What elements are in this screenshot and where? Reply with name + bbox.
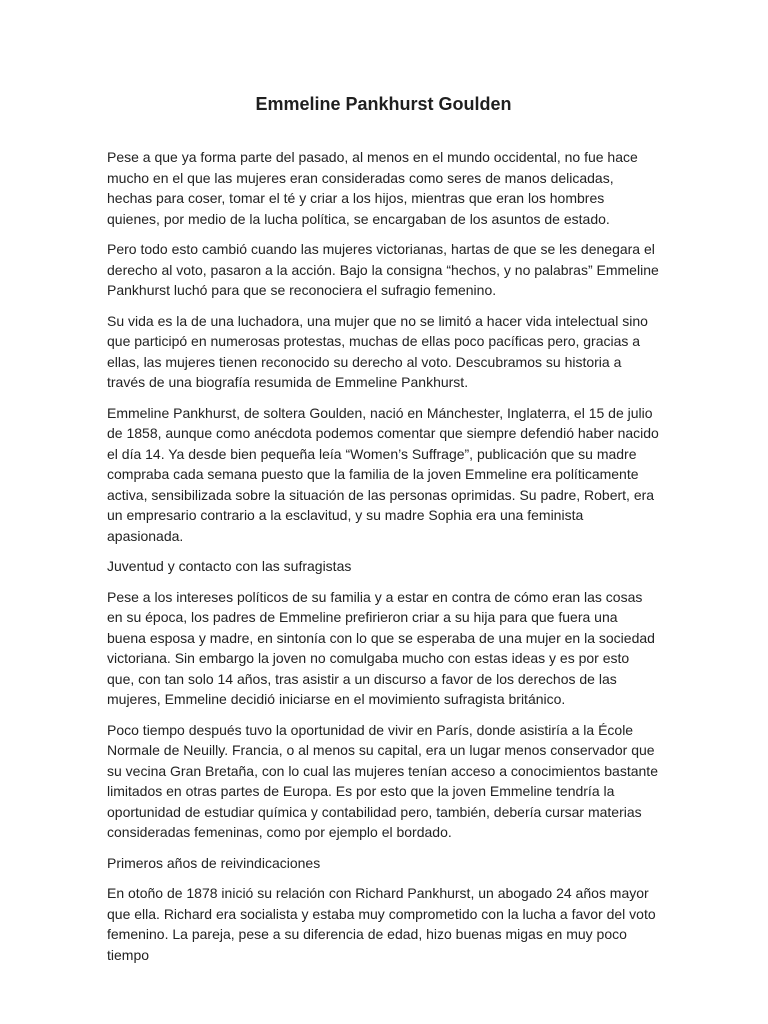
paragraph-change: Pero todo esto cambió cuando las mujeres victorianas, hartas de que se les denegara el derecho al voto, pasaron a la acción. Bajo la consigna “hechos, y no palabras” Emmeline Pankhurst luchó para que se reconociera el sufragio femenino. xyxy=(107,241,659,298)
paragraph-youth: Pese a los intereses políticos de su familia y a estar en contra de cómo eran las cosas en su época, los padres de Emmeline prefirieron criar a su hija para que fuera una buena esposa y madre, en sintonía con lo que se esperaba de una mujer en la sociedad victoriana. Sin embargo la joven no comulgaba mucho con estas ideas y es por esto que, con tan solo 14 años, tras asistir a un discurso a favor de los derechos de las mujeres, Emmeline decidió iniciarse en el movimiento sufragista británico. xyxy=(107,588,655,707)
section-heading-early-years: Primeros años de reivindicaciones xyxy=(107,854,321,871)
section-heading-youth: Juventud y contacto con las sufragistas xyxy=(107,558,352,574)
paragraph-birth: Emmeline Pankhurst, de soltera Goulden, nació en Mánchester, Inglaterra, el 15 de julio de 1858, aunque como anécdota podemos comentar que siempre defendió haber nacido el día 14. Ya desde bien pequeña leía “Women’s Suffrage”, publicación que su madre compraba cada semana puesto que la familia de la joven Emmeline era políticamente activa, sensibilizada sobre la situación de las personas oprimidas. Su padre, Robert, era un empresario contrario a la esclavitud, y su madre Sophia era una feminista apasionada. xyxy=(107,404,659,544)
paragraph-intro: Pese a que ya forma parte del pasado, al menos en el mundo occidental, no fue hace mucho en el que las mujeres eran consideradas como seres de manos delicadas, hechas para coser, tomar el té y criar a los hijos, mientras que eran los hombres quienes, por medio de la lucha política, se encargaban de los asuntos de estado. xyxy=(107,149,638,227)
document-body xyxy=(107,147,660,965)
paragraph-richard: En otoño de 1878 inició su relación con Richard Pankhurst, un abogado 24 años mayor que ella. Richard era socialista y estaba muy comprometido con la lucha a favor del voto femenino. La pareja, pese a su diferencia de edad, hizo buenas migas en muy poco tiempo xyxy=(107,885,656,963)
paragraph-paris: Poco tiempo después tuvo la oportunidad de vivir en París, donde asistiría a la École Normale de Neuilly. Francia, o al menos su capital, era un lugar menos conservador que su vecina Gran Bretaña, con lo cual las mujeres tenían acceso a conocimientos bastante limitados en otras partes de Europa. Es por esto que la joven Emmeline tendría la oportunidad de estudiar química y contabilidad pero, también, debería cursar materias consideradas femeninas, como por ejemplo el bordado. xyxy=(107,721,658,840)
document-title: Emmeline Pankhurst Goulden xyxy=(255,94,512,114)
paragraph-fighter: Su vida es la de una luchadora, una mujer que no se limitó a hacer vida intelectual sino que participó en numerosas protestas, muchas de ellas poco pacíficas pero, gracias a ellas, las mujeres tienen reconocido su derecho al voto. Descubramos su historia a través de una biografía resumida de Emmeline Pankhurst. xyxy=(107,312,648,390)
